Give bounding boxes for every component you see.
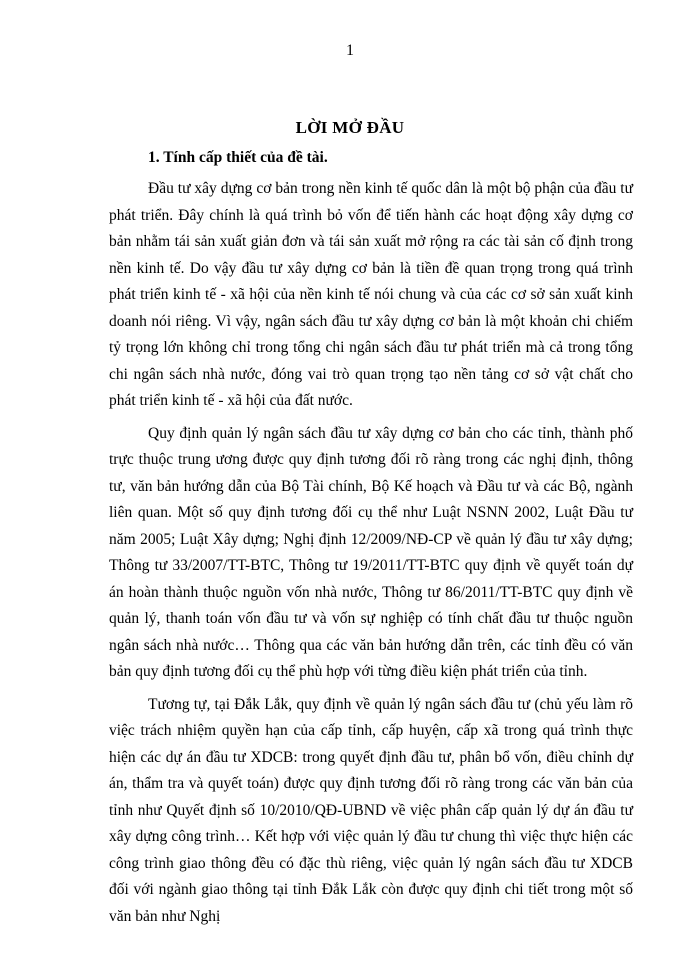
document-body (109, 176, 633, 936)
section-heading: 1. Tính cấp thiết của đề tài. (148, 149, 328, 166)
document-title: LỜI MỞ ĐẦU (295, 118, 405, 137)
paragraph-2: Quy định quản lý ngân sách đầu tư xây dựng cơ bản cho các tỉnh, thành phố trực thuộc trung ương được quy định tương đối rõ ràng trong các nghị định, thông tư, văn bản hướng dẫn của Bộ Tài chính, Bộ Kế hoạch và Đầu tư và các Bộ, ngành liên quan. Một số quy định tương đối cụ thể như Luật NSNN 2002, Luật Đầu tư năm 2005; Luật Xây dựng; Nghị định 12/2009/NĐ-CP về quản lý đầu tư xây dựng; Thông tư 33/2007/TT-BTC, Thông tư 19/2011/TT-BTC quy định về quyết toán dự án hoàn thành thuộc nguồn vốn nhà nước, Thông tư 86/2011/TT-BTC quy định về quản lý, thanh toán vốn đầu tư và vốn sự nghiệp có tính chất đầu tư thuộc nguồn ngân sách nhà nước… Thông qua các văn bản hướng dẫn trên, các tỉnh đều có văn bản quy định tương đối cụ thể phù hợp với từng điều kiện phát triển của tỉnh. (109, 424, 633, 680)
page-number: 1 (346, 42, 354, 59)
paragraph-3: Tương tự, tại Đắk Lắk, quy định về quản lý ngân sách đầu tư (chủ yếu làm rõ việc trách nhiệm quyền hạn của cấp tỉnh, cấp huyện, cấp xã trong quá trình thực hiện các dự án đầu tư XDCB: trong quyết định đầu tư, phân bổ vốn, điều chỉnh dự án, thẩm tra và quyết toán) được quy định tương đối rõ ràng trong các văn bản của tỉnh như Quyết định số 10/2010/QĐ-UBND về việc phân cấp quản lý dự án đầu tư xây dựng công trình… Kết hợp với việc quản lý đầu tư chung thì việc thực hiện các công trình giao thông đều có đặc thù riêng, việc quản lý ngân sách đầu tư XDCB đối với ngành giao thông tại tỉnh Đắk Lắk còn được quy định chi tiết trong một số văn bản như Nghị (109, 695, 633, 925)
paragraph-1: Đầu tư xây dựng cơ bản trong nền kinh tế quốc dân là một bộ phận của đầu tư phát triển. Đây chính là quá trình bỏ vốn để tiến hành các hoạt động xây dựng cơ bản nhằm tái sản xuất giản đơn và tái sản xuất mở rộng ra các tài sản cố định trong nền kinh tế. Do vậy đầu tư xây dựng cơ bản là tiền đề quan trọng trong quá trình phát triển kinh tế - xã hội của nền kinh tế nói chung và của các cơ sở sản xuất kinh doanh nói riêng. Vì vậy, ngân sách đầu tư xây dựng cơ bản là một khoản chi chiếm tỷ trọng lớn không chỉ trong tổng chi ngân sách đầu tư phát triển mà cả trong tổng chi ngân sách nhà nước, đóng vai trò quan trọng tạo nền tảng cơ sở vật chất cho phát triển kinh tế - xã hội của đất nước. (109, 180, 633, 409)
